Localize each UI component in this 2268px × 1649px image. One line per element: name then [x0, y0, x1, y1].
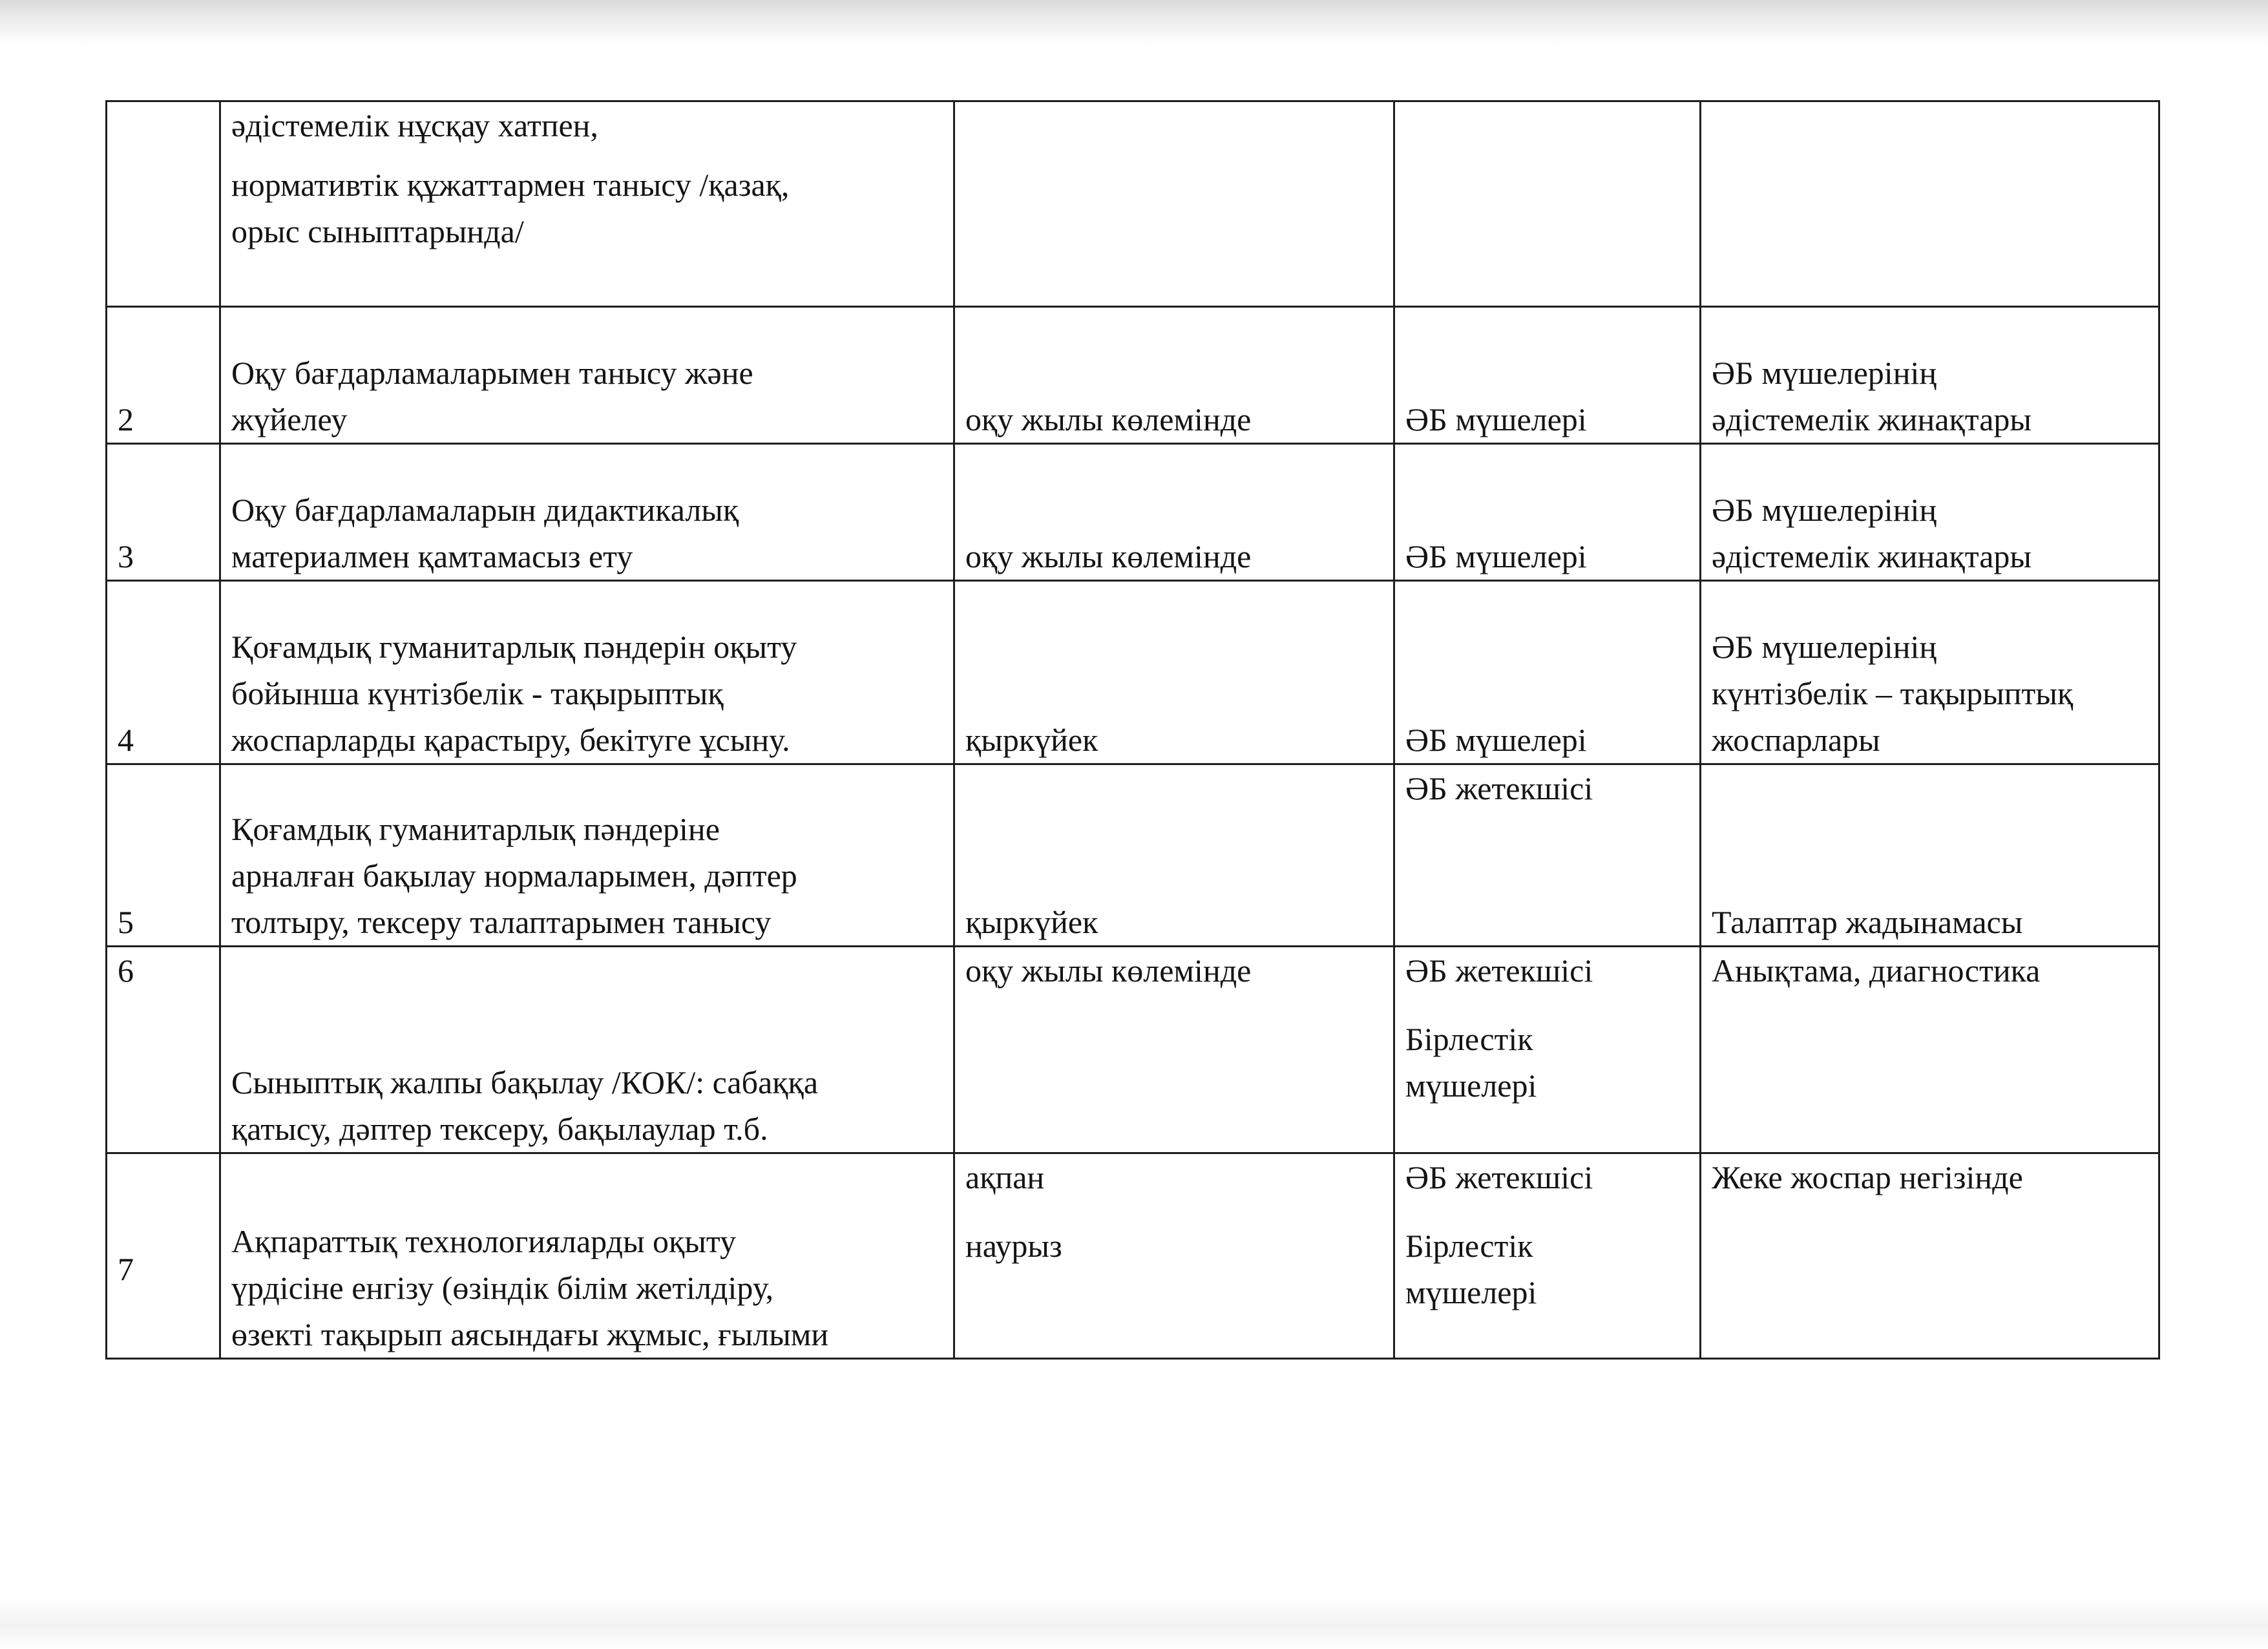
result-cell — [1701, 947, 2159, 1153]
result-cell — [1701, 101, 2159, 307]
table-row — [107, 101, 2159, 307]
result-cell — [1701, 307, 2159, 444]
responsible-cell — [1394, 101, 1701, 307]
responsible-cell — [1394, 1153, 1701, 1359]
responsible-text: ӘБ жетекшісі — [1405, 770, 1593, 806]
row-number-cell: 6 — [107, 947, 220, 1153]
task-cell — [220, 101, 954, 307]
deadline-text: қыркүйек — [965, 722, 1098, 758]
result-line: күнтізбелік – тақырыптық — [1712, 675, 2074, 711]
task-line: Оқу бағдарламаларымен танысу және — [231, 355, 753, 391]
responsible-cell — [1394, 444, 1701, 581]
task-line: материалмен қамтамасыз ету — [231, 538, 633, 574]
row-number-cell: 5 — [107, 764, 220, 947]
result-line: Анықтама, диагностика — [1712, 952, 2041, 989]
deadline-cell — [954, 444, 1394, 581]
responsible-text: ӘБ мүшелері — [1405, 401, 1587, 437]
deadline-cell — [954, 101, 1394, 307]
table-row — [107, 581, 2159, 764]
deadline-text: наурыз — [965, 1228, 1062, 1264]
responsible-cell — [1394, 581, 1701, 764]
result-cell — [1701, 444, 2159, 581]
deadline-text: ақпан — [965, 1159, 1045, 1195]
row-number-cell: 4 — [107, 581, 220, 764]
result-cell — [1701, 1153, 2159, 1359]
result-line: Жеке жоспар негізінде — [1712, 1159, 2023, 1195]
deadline-text: оқу жылы көлемінде — [965, 401, 1252, 437]
result-cell — [1701, 764, 2159, 947]
task-line: жоспарларды қарастыру, бекітуге ұсыну. — [231, 722, 790, 758]
responsible-text: ӘБ мүшелері — [1405, 722, 1587, 758]
result-line: ӘБ мүшелерінің — [1712, 355, 1937, 391]
responsible-text: мүшелері — [1405, 1067, 1537, 1104]
responsible-cell — [1394, 307, 1701, 444]
task-line: арналған бақылау нормаларымен, дәптер — [231, 857, 797, 894]
task-line: нормативтік құжаттармен танысу /қазақ, — [231, 167, 790, 203]
task-line: Қоғамдық гуманитарлық пәндеріне — [231, 811, 720, 847]
table-row — [107, 444, 2159, 581]
deadline-cell — [954, 1153, 1394, 1359]
row-number-cell — [107, 101, 220, 307]
result-line: ӘБ мүшелерінің — [1712, 492, 1937, 528]
task-line: Оқу бағдарламаларын дидактикалық — [231, 492, 739, 528]
table-row — [107, 307, 2159, 444]
responsible-text: ӘБ жетекшісі — [1405, 952, 1593, 989]
result-line: ӘБ мүшелерінің — [1712, 629, 1937, 665]
task-line: орыс сыныптарында/ — [231, 213, 524, 249]
deadline-cell — [954, 947, 1394, 1153]
result-line: әдістемелік жинақтары — [1712, 538, 2032, 574]
task-line: Сыныптық жалпы бақылау /КОК/: сабаққа — [231, 1064, 819, 1100]
task-line: қатысу, дәптер тексеру, бақылаулар т.б. — [231, 1111, 768, 1147]
deadline-cell — [954, 764, 1394, 947]
deadline-text: қыркүйек — [965, 904, 1098, 940]
responsible-text: Бірлестік — [1405, 1021, 1533, 1057]
task-line: Ақпараттық технологияларды оқыту — [231, 1223, 737, 1259]
row-number-cell: 3 — [107, 444, 220, 581]
task-cell — [220, 307, 954, 444]
task-line: Қоғамдық гуманитарлық пәндерін оқыту — [231, 629, 797, 665]
task-cell — [220, 947, 954, 1153]
task-line: жүйелеу — [231, 401, 348, 437]
responsible-text: Бірлестік — [1405, 1228, 1533, 1264]
result-cell — [1701, 581, 2159, 764]
task-cell — [220, 764, 954, 947]
responsible-text: мүшелері — [1405, 1274, 1537, 1310]
task-cell — [220, 1153, 954, 1359]
result-line: әдістемелік жинақтары — [1712, 401, 2032, 437]
task-line: өзекті тақырып аясындағы жұмыс, ғылыми — [231, 1316, 829, 1352]
task-cell — [220, 581, 954, 764]
task-line: әдістемелік нұсқау хатпен, — [231, 107, 598, 143]
deadline-cell — [954, 307, 1394, 444]
result-line: жоспарлары — [1712, 722, 1880, 758]
deadline-text: оқу жылы көлемінде — [965, 952, 1252, 989]
table-row — [107, 947, 2159, 1153]
row-number-cell: 7 — [107, 1153, 220, 1359]
table-row — [107, 1153, 2159, 1359]
task-cell — [220, 444, 954, 581]
task-line: үрдісіне енгізу (өзіндік білім жетілдіру, — [231, 1270, 774, 1306]
deadline-text: оқу жылы көлемінде — [965, 538, 1252, 574]
responsible-text: ӘБ мүшелері — [1405, 538, 1587, 574]
result-line: Талаптар жадынамасы — [1712, 904, 2023, 940]
responsible-cell — [1394, 947, 1701, 1153]
deadline-cell — [954, 581, 1394, 764]
task-line: толтыру, тексеру талаптарымен танысу — [231, 904, 772, 940]
work-plan-table — [105, 100, 2160, 1360]
row-number-cell: 2 — [107, 307, 220, 444]
task-line: бойынша күнтізбелік - тақырыптық — [231, 675, 724, 711]
table-row — [107, 764, 2159, 947]
responsible-cell — [1394, 764, 1701, 947]
responsible-text: ӘБ жетекшісі — [1405, 1159, 1593, 1195]
